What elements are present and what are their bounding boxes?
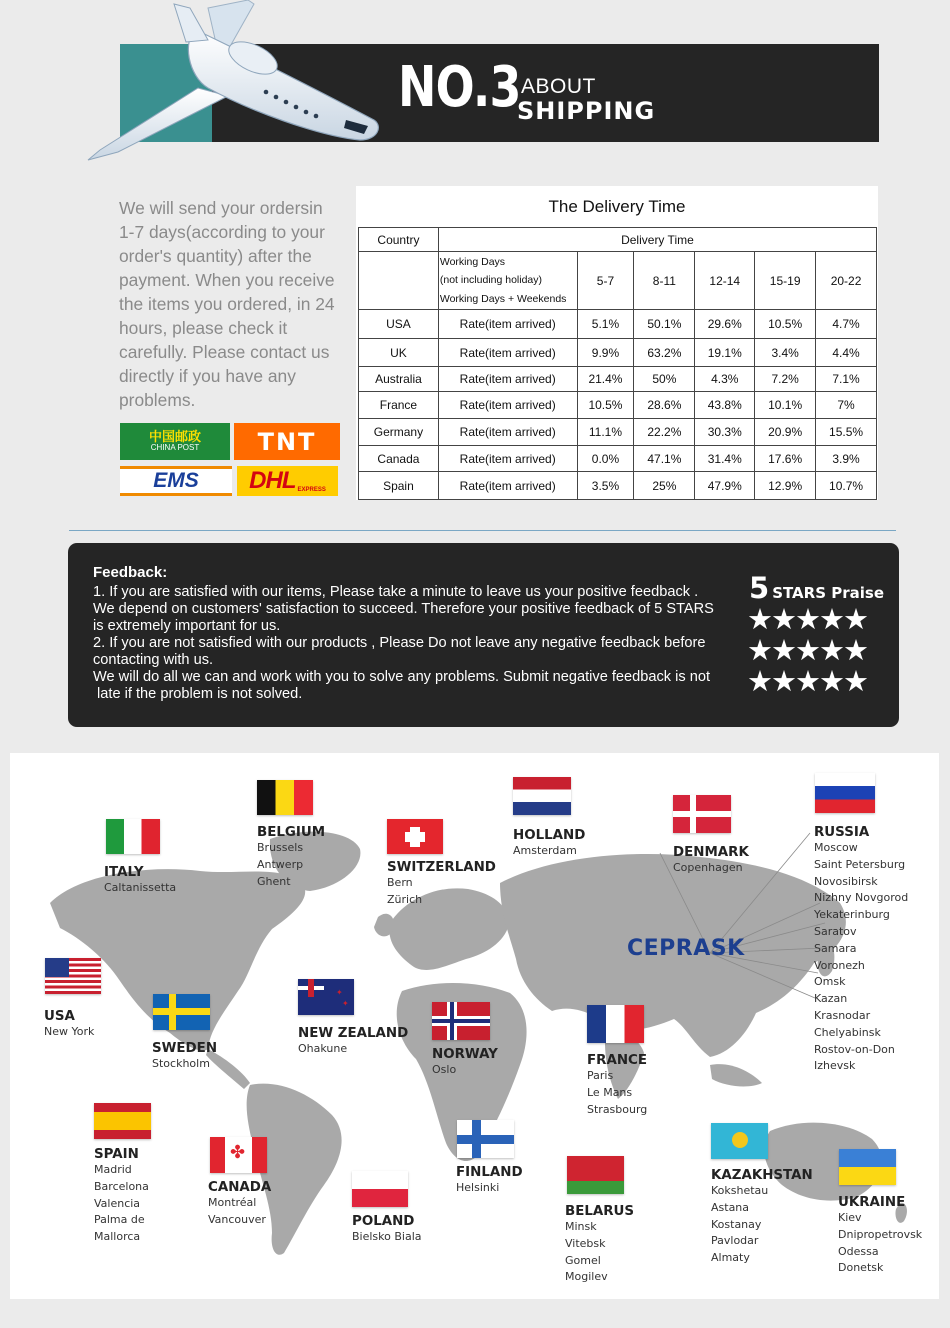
table-header-row	[359, 228, 877, 252]
rate-value-cell: 15.5%	[816, 419, 877, 446]
ukraine-flag-icon	[839, 1149, 896, 1185]
rate-value-cell: 4.7%	[816, 310, 877, 339]
norway-label	[432, 1047, 498, 1079]
feedback-line: We will do all we can and work with you to solve any problems. Submit negative feedback is not	[93, 669, 711, 685]
city-name: Vitebsk	[565, 1236, 606, 1250]
poland-flag-icon	[352, 1171, 408, 1207]
dhl-logo	[237, 466, 338, 496]
country-name: USA	[44, 1009, 75, 1024]
shipping-map	[10, 753, 939, 1299]
newzealand-label	[298, 1026, 408, 1058]
working-days-cell	[438, 252, 577, 310]
city-name: Saint Petersburg	[814, 857, 906, 871]
country-cell: UK	[359, 339, 439, 367]
feedback-panel	[68, 543, 899, 727]
city-name: Novosibirsk	[814, 874, 878, 888]
feedback-line: We depend on customers' satisfaction to succeed. Therefore your positive feedback of 5 STARS	[93, 601, 714, 617]
rate-label-cell: Rate(item arrived)	[438, 367, 577, 392]
star-icon-row: ★★★★★	[747, 602, 867, 636]
country-name: ITALY	[104, 865, 144, 880]
rate-value-cell: 11.1%	[577, 419, 634, 446]
stars-label: STARS Praise	[772, 584, 884, 602]
rate-value-cell: 17.6%	[755, 446, 816, 472]
country-name: KAZAKHSTAN	[711, 1168, 813, 1183]
table-row	[359, 392, 877, 419]
feedback-line: late if the problem is not solved.	[93, 686, 303, 702]
rate-label-cell: Rate(item arrived)	[438, 446, 577, 472]
tnt-logo: TNT	[234, 423, 340, 460]
china-post-name: 中国邮政	[148, 429, 201, 445]
country-name: SWEDEN	[152, 1041, 218, 1056]
feedback-text	[93, 584, 743, 703]
city-name: Astana	[711, 1200, 750, 1214]
table-row	[359, 446, 877, 472]
sweden-label	[152, 1041, 217, 1073]
city-name: Almaty	[711, 1251, 750, 1265]
city-name: Omsk	[814, 975, 846, 989]
city-name: Brussels	[257, 841, 304, 854]
city-name: Krasnodar	[814, 1008, 871, 1022]
header-about: ABOUT	[521, 75, 596, 98]
city-name: Odessa	[838, 1244, 879, 1258]
country-cell: Australia	[359, 367, 439, 392]
city-name: Nizhny Novgorod	[814, 891, 909, 905]
country-name: SPAIN	[94, 1147, 139, 1162]
dhl-name: DHL	[249, 467, 296, 494]
rate-label-cell: Rate(item arrived)	[438, 472, 577, 500]
country-name: SWITZERLAND	[387, 860, 496, 875]
city-name: Izhevsk	[814, 1059, 856, 1073]
city-name: Chelyabinsk	[814, 1025, 881, 1039]
rate-label-cell: Rate(item arrived)	[438, 419, 577, 446]
rate-value-cell: 47.9%	[695, 472, 755, 500]
country-name: NORWAY	[432, 1047, 498, 1062]
norway-flag-icon	[432, 1002, 490, 1040]
rate-value-cell: 22.2%	[634, 419, 695, 446]
city-name: Oslo	[432, 1063, 457, 1076]
star-icon-row: ★★★★★	[747, 664, 867, 698]
rate-label-cell: Rate(item arrived)	[438, 339, 577, 367]
feedback-line: 1. If you are satisfied with our items, Please take a minute to leave us your positive feedback .	[93, 584, 699, 600]
country-cell: USA	[359, 310, 439, 339]
rate-value-cell: 3.9%	[816, 446, 877, 472]
city-name: Copenhagen	[673, 861, 743, 874]
rate-value-cell: 31.4%	[695, 446, 755, 472]
stars-number: 5	[749, 571, 770, 605]
rate-value-cell: 10.5%	[577, 392, 634, 419]
sweden-flag-icon	[153, 994, 210, 1030]
empty-cell	[359, 252, 439, 310]
range-header: 15-19	[755, 252, 816, 310]
rate-label-cell: Rate(item arrived)	[438, 392, 577, 419]
city-name: Dnipropetrovsk	[838, 1227, 923, 1241]
delivery-time-header: Delivery Time	[438, 228, 876, 252]
city-name: Caltanissetta	[104, 881, 177, 894]
table-row	[359, 419, 877, 446]
rate-value-cell: 4.4%	[816, 339, 877, 367]
italy-flag-icon	[106, 819, 160, 854]
table-row	[359, 472, 877, 500]
country-header: Country	[359, 228, 439, 252]
city-name: Kiev	[838, 1211, 862, 1224]
airplane-illustration	[78, 0, 388, 162]
table-row	[359, 367, 877, 392]
city-name: Valencia	[94, 1196, 141, 1210]
russia-flag-icon	[815, 773, 875, 813]
city-name: Strasbourg	[587, 1102, 648, 1116]
city-name: Saratov	[814, 924, 857, 938]
country-name: FINLAND	[456, 1165, 523, 1180]
country-cell: Canada	[359, 446, 439, 472]
city-name: Kokshetau	[711, 1184, 769, 1197]
city-name: Mogilev	[565, 1270, 608, 1284]
france-flag-icon	[587, 1005, 644, 1043]
rate-value-cell: 28.6%	[634, 392, 695, 419]
city-name: Zürich	[387, 892, 423, 906]
city-name: New York	[44, 1025, 95, 1038]
country-cell: France	[359, 392, 439, 419]
rate-value-cell: 3.4%	[755, 339, 816, 367]
city-name: Stockholm	[152, 1057, 210, 1070]
city-name: Minsk	[565, 1220, 597, 1233]
city-name: Antwerp	[257, 857, 304, 871]
country-name: POLAND	[352, 1214, 415, 1229]
ems-logo: EMS	[120, 466, 232, 496]
city-name: Montréal	[208, 1196, 257, 1209]
range-header: 8-11	[634, 252, 695, 310]
city-name: Samara	[814, 941, 857, 955]
country-cell: Spain	[359, 472, 439, 500]
city-name: Bern	[387, 876, 413, 889]
switzerland-flag-icon	[387, 819, 443, 854]
kazakhstan-flag-icon	[711, 1123, 768, 1159]
belgium-flag-icon	[257, 780, 313, 815]
country-name: NEW ZEALAND	[298, 1026, 409, 1041]
section-divider	[69, 530, 896, 531]
rate-value-cell: 20.9%	[755, 419, 816, 446]
rate-value-cell: 19.1%	[695, 339, 755, 367]
switzerland-label	[387, 860, 496, 909]
italy-label	[104, 865, 176, 897]
ukraine-label	[838, 1195, 922, 1277]
dhl-sub: EXPRESS	[297, 487, 326, 493]
rate-value-cell: 5.1%	[577, 310, 634, 339]
city-name: Ghent	[257, 874, 291, 888]
stars-praise-heading	[749, 571, 884, 605]
delivery-table-title: The Delivery Time	[548, 197, 686, 216]
china-post-sub: CHINA POST	[150, 443, 200, 453]
rate-value-cell: 9.9%	[577, 339, 634, 367]
holland-label	[513, 828, 585, 860]
city-name: Kostanay	[711, 1217, 762, 1231]
rate-value-cell: 21.4%	[577, 367, 634, 392]
denmark-label	[673, 845, 749, 877]
rate-value-cell: 7.2%	[755, 367, 816, 392]
feedback-line: contacting with us.	[93, 652, 214, 668]
rate-value-cell: 7.1%	[816, 367, 877, 392]
city-name: Gomel	[565, 1253, 601, 1267]
country-name: UKRAINE	[838, 1195, 906, 1210]
working-days-line: Working Days + Weekends	[439, 292, 567, 305]
table-row	[359, 310, 877, 339]
poland-label	[352, 1214, 422, 1246]
kazakhstan-label	[711, 1168, 813, 1267]
delivery-time-panel	[356, 186, 878, 500]
working-days-line: (not including holiday)	[439, 274, 543, 287]
china-post-logo	[120, 423, 230, 460]
country-name: BELARUS	[565, 1204, 635, 1219]
feedback-title: Feedback:	[93, 564, 168, 581]
rate-value-cell: 29.6%	[695, 310, 755, 339]
country-name: DENMARK	[673, 845, 749, 860]
range-header: 12-14	[695, 252, 755, 310]
rate-value-cell: 10.1%	[755, 392, 816, 419]
rate-label-cell: Rate(item arrived)	[438, 310, 577, 339]
spain-flag-icon	[94, 1103, 151, 1139]
city-name: Helsinki	[456, 1181, 500, 1194]
city-name: Vancouver	[208, 1212, 266, 1226]
country-cell: Germany	[359, 419, 439, 446]
canada-label	[208, 1180, 271, 1229]
belarus-flag-icon	[567, 1156, 624, 1194]
country-name: BELGIUM	[257, 825, 326, 840]
city-name: Ohakune	[298, 1042, 348, 1055]
city-name: Rostov-on-Don	[814, 1042, 895, 1056]
france-label	[587, 1053, 647, 1118]
city-name: Paris	[587, 1069, 614, 1082]
usa-label	[44, 1009, 94, 1041]
hub-label: CEPRASK	[627, 936, 745, 961]
table-row	[359, 339, 877, 367]
rate-value-cell: 7%	[816, 392, 877, 419]
finland-flag-icon	[457, 1120, 514, 1158]
rate-value-cell: 50%	[634, 367, 695, 392]
usa-flag-icon	[45, 958, 101, 994]
denmark-flag-icon	[673, 795, 731, 833]
delivery-time-table	[358, 227, 877, 500]
rate-value-cell: 50.1%	[634, 310, 695, 339]
country-name: FRANCE	[587, 1053, 648, 1068]
russia-label	[814, 825, 908, 1075]
rate-value-cell: 12.9%	[755, 472, 816, 500]
city-name: Moscow	[814, 841, 858, 854]
city-name: Kazan	[814, 992, 848, 1006]
city-name: Madrid	[94, 1163, 132, 1176]
shipping-intro-text: We will send your ordersin 1-7 days(according to your order's quantity) after the payment. When you receive the items you ordered, in 24 hours, please check it carefully. Please contact us directly if you have any problems.	[119, 198, 335, 410]
rate-value-cell: 3.5%	[577, 472, 634, 500]
spain-label	[94, 1147, 149, 1246]
city-name: Yekaterinburg	[814, 908, 890, 922]
finland-label	[456, 1165, 523, 1197]
feedback-line: 2. If you are not satisfied with our products , Please Do not leave any negative feedback before	[93, 635, 706, 651]
rate-value-cell: 63.2%	[634, 339, 695, 367]
city-name: Mallorca	[94, 1230, 141, 1244]
belgium-label	[257, 825, 325, 890]
holland-flag-icon	[513, 777, 571, 815]
rate-value-cell: 0.0%	[577, 446, 634, 472]
country-name: RUSSIA	[814, 825, 870, 840]
country-name: CANADA	[208, 1180, 272, 1195]
rate-value-cell: 10.5%	[755, 310, 816, 339]
rate-value-cell: 10.7%	[816, 472, 877, 500]
belarus-label	[565, 1204, 634, 1286]
working-days-line: Working Days	[439, 255, 506, 268]
rate-value-cell: 25%	[634, 472, 695, 500]
range-header: 20-22	[816, 252, 877, 310]
city-name: Le Mans	[587, 1085, 633, 1099]
header-number: NO.3	[398, 55, 521, 120]
country-name: HOLLAND	[513, 828, 586, 843]
table-range-row	[359, 252, 877, 310]
header-shipping: SHIPPING	[517, 97, 656, 125]
feedback-line: is extremely important for us.	[93, 618, 281, 634]
city-name: Bielsko Biala	[352, 1230, 422, 1243]
city-name: Donetsk	[838, 1261, 884, 1275]
rate-value-cell: 30.3%	[695, 419, 755, 446]
city-name: Palma de	[94, 1213, 145, 1227]
star-icon-row: ★★★★★	[747, 633, 867, 667]
city-name: Voronezh	[814, 958, 865, 972]
city-name: Pavlodar	[711, 1234, 759, 1248]
rate-value-cell: 4.3%	[695, 367, 755, 392]
city-name: Barcelona	[94, 1179, 149, 1193]
newzealand-flag-icon: ✦ ✦	[298, 979, 354, 1015]
rate-value-cell: 43.8%	[695, 392, 755, 419]
canada-flag-icon: ✤	[210, 1137, 267, 1173]
city-name: Amsterdam	[513, 844, 577, 857]
range-header: 5-7	[577, 252, 634, 310]
rate-value-cell: 47.1%	[634, 446, 695, 472]
